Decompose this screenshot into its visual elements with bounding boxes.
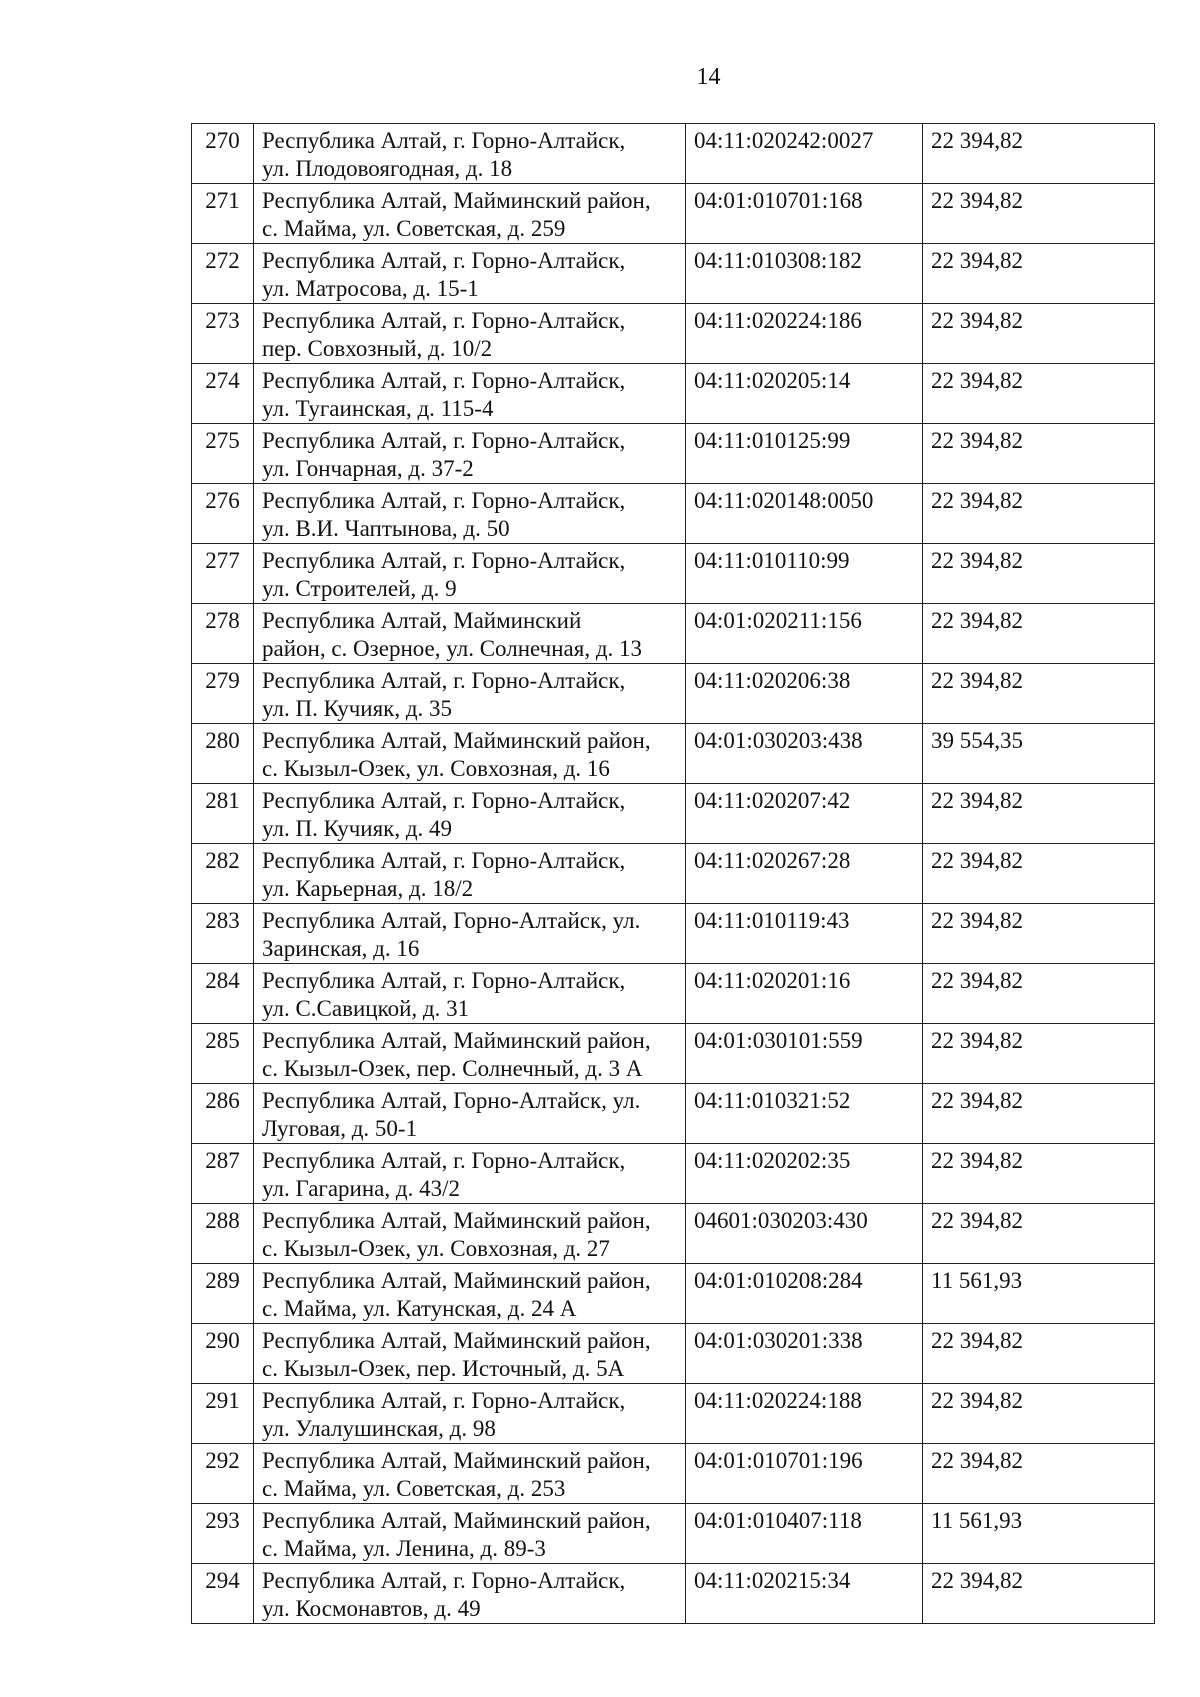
cadastral-number: 04:01:020211:156 <box>686 604 923 664</box>
cadastral-number: 04:01:030203:438 <box>686 724 923 784</box>
address-line-2: с. Майма, ул. Советская, д. 253 <box>262 1476 566 1501</box>
address-line-1: Республика Алтай, г. Горно-Алтайск, <box>262 308 626 333</box>
cadastral-number: 04:11:010321:52 <box>686 1084 923 1144</box>
address-cell <box>254 484 686 544</box>
table-row <box>192 1564 1155 1624</box>
table-row <box>192 604 1155 664</box>
address-line-2: ул. В.И. Чаптынова, д. 50 <box>262 516 510 541</box>
cadastral-number: 04:11:020224:186 <box>686 304 923 364</box>
cadastral-number: 04:11:010110:99 <box>686 544 923 604</box>
address-cell <box>254 784 686 844</box>
address-line-1: Республика Алтай, г. Горно-Алтайск, <box>262 1148 626 1173</box>
address-cell <box>254 1324 686 1384</box>
address-cell <box>254 124 686 184</box>
address-cell <box>254 1204 686 1264</box>
row-number: 275 <box>192 424 254 484</box>
value-cell: 22 394,82 <box>923 1564 1155 1624</box>
address-cell <box>254 244 686 304</box>
cadastral-number: 04:01:010208:284 <box>686 1264 923 1324</box>
value-cell: 22 394,82 <box>923 244 1155 304</box>
table-row <box>192 664 1155 724</box>
value-cell: 11 561,93 <box>923 1264 1155 1324</box>
address-cell <box>254 604 686 664</box>
address-cell <box>254 904 686 964</box>
row-number: 287 <box>192 1144 254 1204</box>
cadastral-number: 04:11:020148:0050 <box>686 484 923 544</box>
value-cell: 22 394,82 <box>923 184 1155 244</box>
row-number: 282 <box>192 844 254 904</box>
address-line-1: Республика Алтай, Майминский район, <box>262 1268 651 1293</box>
value-cell: 22 394,82 <box>923 1204 1155 1264</box>
table-row <box>192 1384 1155 1444</box>
row-number: 286 <box>192 1084 254 1144</box>
address-cell <box>254 724 686 784</box>
cadastral-number: 04:11:020224:188 <box>686 1384 923 1444</box>
row-number: 292 <box>192 1444 254 1504</box>
table-row <box>192 244 1155 304</box>
cadastral-number: 04601:030203:430 <box>686 1204 923 1264</box>
address-cell <box>254 364 686 424</box>
row-number: 279 <box>192 664 254 724</box>
cadastral-number: 04:01:010701:196 <box>686 1444 923 1504</box>
address-line-1: Республика Алтай, г. Горно-Алтайск, <box>262 1388 626 1413</box>
address-line-1: Республика Алтай, г. Горно-Алтайск, <box>262 968 626 993</box>
property-table <box>191 123 1155 1624</box>
cadastral-number: 04:01:030101:559 <box>686 1024 923 1084</box>
address-cell <box>254 304 686 364</box>
table-row <box>192 184 1155 244</box>
address-cell <box>254 964 686 1024</box>
value-cell: 22 394,82 <box>923 424 1155 484</box>
table-row <box>192 1024 1155 1084</box>
address-line-1: Республика Алтай, г. Горно-Алтайск, <box>262 668 626 693</box>
cadastral-number: 04:11:010125:99 <box>686 424 923 484</box>
row-number: 273 <box>192 304 254 364</box>
value-cell: 11 561,93 <box>923 1504 1155 1564</box>
value-cell: 22 394,82 <box>923 844 1155 904</box>
value-cell: 22 394,82 <box>923 1024 1155 1084</box>
row-number: 272 <box>192 244 254 304</box>
row-number: 280 <box>192 724 254 784</box>
table-row <box>192 124 1155 184</box>
value-cell: 39 554,35 <box>923 724 1155 784</box>
address-line-2: ул. П. Кучияк, д. 49 <box>262 816 453 841</box>
row-number: 285 <box>192 1024 254 1084</box>
row-number: 294 <box>192 1564 254 1624</box>
address-line-1: Республика Алтай, Горно-Алтайск, ул. <box>262 1088 641 1113</box>
cadastral-number: 04:01:010701:168 <box>686 184 923 244</box>
table-row <box>192 784 1155 844</box>
value-cell: 22 394,82 <box>923 604 1155 664</box>
table-row <box>192 1204 1155 1264</box>
address-line-1: Республика Алтай, г. Горно-Алтайск, <box>262 368 626 393</box>
address-cell <box>254 544 686 604</box>
address-line-1: Республика Алтай, Майминский район, <box>262 1448 651 1473</box>
address-line-1: Республика Алтай, г. Горно-Алтайск, <box>262 128 626 153</box>
address-line-1: Республика Алтай, Майминский район, <box>262 188 651 213</box>
address-line-2: Луговая, д. 50-1 <box>262 1116 418 1141</box>
row-number: 288 <box>192 1204 254 1264</box>
table-row <box>192 484 1155 544</box>
address-cell <box>254 1384 686 1444</box>
address-cell <box>254 1264 686 1324</box>
value-cell: 22 394,82 <box>923 1324 1155 1384</box>
value-cell: 22 394,82 <box>923 1384 1155 1444</box>
address-line-2: ул. Космонавтов, д. 49 <box>262 1596 481 1621</box>
cadastral-number: 04:01:010407:118 <box>686 1504 923 1564</box>
address-line-2: с. Кызыл-Озек, ул. Совхозная, д. 27 <box>262 1236 610 1261</box>
page-number: 14 <box>696 64 721 90</box>
address-line-2: с. Майма, ул. Советская, д. 259 <box>262 216 566 241</box>
row-number: 270 <box>192 124 254 184</box>
address-line-2: ул. Карьерная, д. 18/2 <box>262 876 474 901</box>
value-cell: 22 394,82 <box>923 904 1155 964</box>
address-line-1: Республика Алтай, Майминский район, <box>262 1328 651 1353</box>
address-line-2: ул. П. Кучияк, д. 35 <box>262 696 453 721</box>
row-number: 276 <box>192 484 254 544</box>
address-line-1: Республика Алтай, г. Горно-Алтайск, <box>262 788 626 813</box>
table-row <box>192 304 1155 364</box>
address-line-2: пер. Совхозный, д. 10/2 <box>262 336 493 361</box>
address-cell <box>254 844 686 904</box>
table-body <box>192 124 1155 1624</box>
cadastral-number: 04:11:020205:14 <box>686 364 923 424</box>
address-line-2: с. Майма, ул. Ленина, д. 89-3 <box>262 1536 546 1561</box>
address-cell <box>254 1144 686 1204</box>
address-line-1: Республика Алтай, Майминский район, <box>262 1508 651 1533</box>
address-cell <box>254 184 686 244</box>
address-line-2: ул. Плодовоягодная, д. 18 <box>262 156 513 181</box>
row-number: 281 <box>192 784 254 844</box>
address-line-1: Республика Алтай, г. Горно-Алтайск, <box>262 428 626 453</box>
address-line-1: Республика Алтай, г. Горно-Алтайск, <box>262 548 626 573</box>
value-cell: 22 394,82 <box>923 304 1155 364</box>
address-line-1: Республика Алтай, г. Горно-Алтайск, <box>262 488 626 513</box>
table-row <box>192 1264 1155 1324</box>
address-line-1: Республика Алтай, Горно-Алтайск, ул. <box>262 908 641 933</box>
table-row <box>192 1444 1155 1504</box>
table-row <box>192 964 1155 1024</box>
value-cell: 22 394,82 <box>923 1084 1155 1144</box>
address-line-1: Республика Алтай, г. Горно-Алтайск, <box>262 848 626 873</box>
address-line-1: Республика Алтай, Майминский район, <box>262 1208 651 1233</box>
value-cell: 22 394,82 <box>923 364 1155 424</box>
cadastral-number: 04:11:020215:34 <box>686 1564 923 1624</box>
address-line-2: ул. Тугаинская, д. 115-4 <box>262 396 494 421</box>
table-row <box>192 364 1155 424</box>
address-cell <box>254 1084 686 1144</box>
row-number: 289 <box>192 1264 254 1324</box>
address-line-2: с. Кызыл-Озек, пер. Солнечный, д. 3 А <box>262 1056 643 1081</box>
address-line-2: с. Майма, ул. Катунская, д. 24 А <box>262 1296 577 1321</box>
row-number: 283 <box>192 904 254 964</box>
address-line-2: с. Кызыл-Озек, пер. Источный, д. 5А <box>262 1356 625 1381</box>
address-line-1: Республика Алтай, Майминский район, <box>262 728 651 753</box>
address-cell <box>254 1564 686 1624</box>
address-line-1: Республика Алтай, Майминский <box>262 608 582 633</box>
value-cell: 22 394,82 <box>923 664 1155 724</box>
address-cell <box>254 664 686 724</box>
address-line-2: район, с. Озерное, ул. Солнечная, д. 13 <box>262 636 643 661</box>
value-cell: 22 394,82 <box>923 1444 1155 1504</box>
cadastral-number: 04:01:030201:338 <box>686 1324 923 1384</box>
value-cell: 22 394,82 <box>923 964 1155 1024</box>
row-number: 291 <box>192 1384 254 1444</box>
row-number: 274 <box>192 364 254 424</box>
address-cell <box>254 1444 686 1504</box>
address-line-2: ул. Улалушинская, д. 98 <box>262 1416 496 1441</box>
address-line-2: ул. Гагарина, д. 43/2 <box>262 1176 460 1201</box>
cadastral-number: 04:11:010308:182 <box>686 244 923 304</box>
cadastral-number: 04:11:010119:43 <box>686 904 923 964</box>
address-line-2: ул. Гончарная, д. 37-2 <box>262 456 474 481</box>
value-cell: 22 394,82 <box>923 124 1155 184</box>
address-line-1: Республика Алтай, г. Горно-Алтайск, <box>262 248 626 273</box>
table-row <box>192 844 1155 904</box>
row-number: 290 <box>192 1324 254 1384</box>
address-cell <box>254 1024 686 1084</box>
cadastral-number: 04:11:020267:28 <box>686 844 923 904</box>
address-line-2: ул. Матросова, д. 15-1 <box>262 276 479 301</box>
row-number: 284 <box>192 964 254 1024</box>
table-row <box>192 544 1155 604</box>
cadastral-number: 04:11:020242:0027 <box>686 124 923 184</box>
cadastral-number: 04:11:020207:42 <box>686 784 923 844</box>
table-row <box>192 1324 1155 1384</box>
table-row <box>192 1084 1155 1144</box>
cadastral-number: 04:11:020202:35 <box>686 1144 923 1204</box>
address-line-1: Республика Алтай, Майминский район, <box>262 1028 651 1053</box>
value-cell: 22 394,82 <box>923 544 1155 604</box>
row-number: 277 <box>192 544 254 604</box>
cadastral-number: 04:11:020206:38 <box>686 664 923 724</box>
value-cell: 22 394,82 <box>923 784 1155 844</box>
table-row <box>192 724 1155 784</box>
cadastral-number: 04:11:020201:16 <box>686 964 923 1024</box>
table-row <box>192 1144 1155 1204</box>
table-row <box>192 904 1155 964</box>
table-row <box>192 1504 1155 1564</box>
row-number: 293 <box>192 1504 254 1564</box>
value-cell: 22 394,82 <box>923 1144 1155 1204</box>
address-line-2: с. Кызыл-Озек, ул. Совхозная, д. 16 <box>262 756 610 781</box>
address-cell <box>254 1504 686 1564</box>
row-number: 278 <box>192 604 254 664</box>
row-number: 271 <box>192 184 254 244</box>
address-cell <box>254 424 686 484</box>
address-line-2: ул. С.Савицкой, д. 31 <box>262 996 470 1021</box>
value-cell: 22 394,82 <box>923 484 1155 544</box>
table-row <box>192 424 1155 484</box>
address-line-2: Заринская, д. 16 <box>262 936 420 961</box>
address-line-2: ул. Строителей, д. 9 <box>262 576 457 601</box>
address-line-1: Республика Алтай, г. Горно-Алтайск, <box>262 1568 626 1593</box>
